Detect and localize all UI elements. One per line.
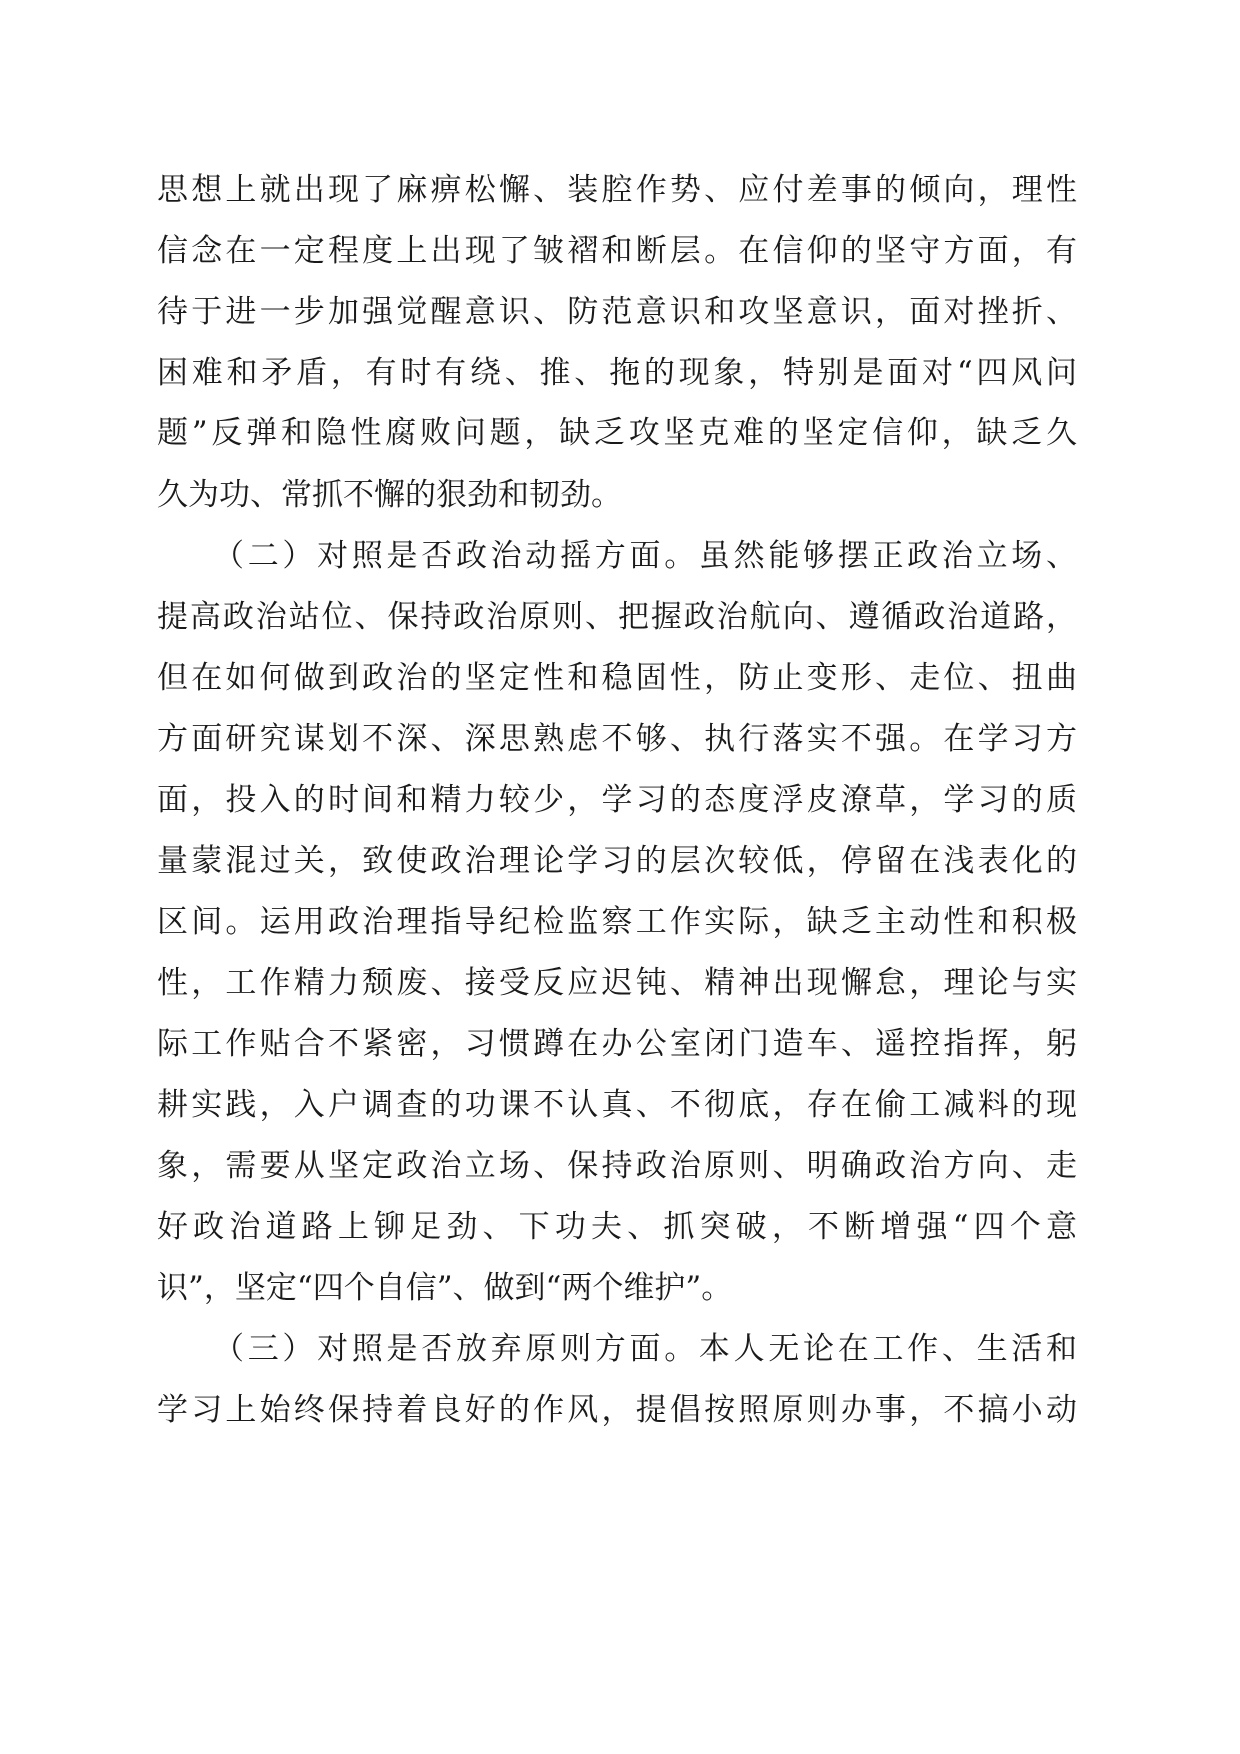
paragraph-line: （二）对照是否政治动摇方面。虽然能够摆正政治立场、 — [213, 538, 1077, 574]
paragraph-line: 待于进一步加强觉醒意识、防范意识和攻坚意识，面对挫折、 — [157, 294, 1077, 330]
paragraph-line: 学习上始终保持着良好的作风，提倡按照原则办事，不搞小动 — [157, 1392, 1077, 1428]
paragraph-line: 提高政治站位、保持政治原则、把握政治航向、遵循政治道路， — [157, 599, 1077, 635]
paragraph-line: 思想上就出现了麻痹松懈、装腔作势、应付差事的倾向，理性 — [157, 172, 1077, 208]
paragraph-line: 困难和矛盾，有时有绕、推、拖的现象，特别是面对“四风问 — [157, 355, 1077, 391]
paragraph-line: 信念在一定程度上出现了皱褶和断层。在信仰的坚守方面，有 — [157, 233, 1077, 269]
paragraph-line: 方面研究谋划不深、深思熟虑不够、执行落实不强。在学习方 — [157, 721, 1077, 757]
paragraph-line: 耕实践，入户调查的功课不认真、不彻底，存在偷工减料的现 — [157, 1087, 1077, 1123]
paragraph-line: 面，投入的时间和精力较少，学习的态度浮皮潦草，学习的质 — [157, 782, 1077, 818]
paragraph-line: 区间。运用政治理指导纪检监察工作实际，缺乏主动性和积极 — [157, 904, 1077, 940]
paragraph-line: 象，需要从坚定政治立场、保持政治原则、明确政治方向、走 — [157, 1148, 1077, 1184]
paragraph-line: （三）对照是否放弃原则方面。本人无论在工作、生活和 — [213, 1331, 1077, 1367]
paragraph-line: 久为功、常抓不懈的狠劲和韧劲。 — [157, 477, 622, 513]
paragraph-line: 但在如何做到政治的坚定性和稳固性，防止变形、走位、扭曲 — [157, 660, 1077, 696]
paragraph-line: 量蒙混过关，致使政治理论学习的层次较低，停留在浅表化的 — [157, 843, 1077, 879]
paragraph-line: 题”反弹和隐性腐败问题，缺乏攻坚克难的坚定信仰，缺乏久 — [157, 415, 1077, 451]
paragraph-line: 际工作贴合不紧密，习惯蹲在办公室闭门造车、遥控指挥，躬 — [157, 1026, 1077, 1062]
paragraph-line: 识”，坚定“四个自信”、做到“两个维护”。 — [157, 1270, 733, 1306]
paragraph-line: 性，工作精力颓废、接受反应迟钝、精神出现懈怠，理论与实 — [157, 965, 1077, 1001]
paragraph-line: 好政治道路上铆足劲、下功夫、抓突破，不断增强“四个意 — [157, 1209, 1077, 1245]
